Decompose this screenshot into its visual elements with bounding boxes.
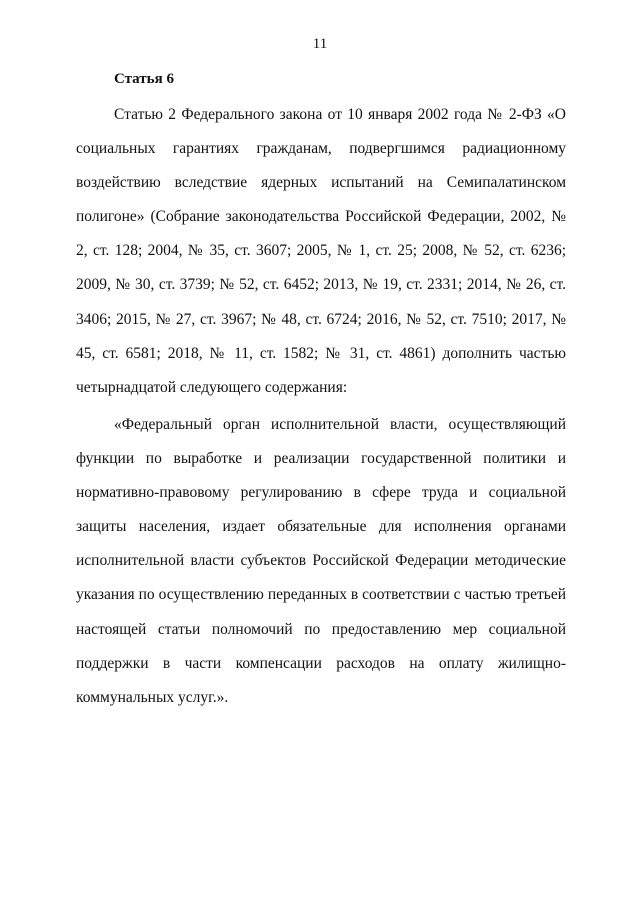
article-paragraph-2: «Федеральный орган исполнительной власти, осуществляющий функции по выработке и реализации государственной политики и нормативно-правовому регулированию в сфере труда и социальной защиты населения, издает обязательные для исполнения органами исполнительной власти субъектов Российской Федерации методические указания по осуществлению переданных в соответствии с частью третьей настоящей статьи полномочий по предоставлению мер социальной поддержки в части компенсации расходов на оплату жилищно-коммунальных услуг.». [76,416,566,706]
page-number: 11 [312,36,328,52]
article-paragraph-1: Статью 2 Федерального закона от 10 января 2002 года № 2-ФЗ «О социальных гарантиях гражданам, подвергшимся радиационному воздействию вследствие ядерных испытаний на Семипалатинском полигоне» (Собрание законодательства Российской Федерации, 2002, № 2, ст. 128; 2004, № 35, ст. 3607; 2005, № 1, ст. 25; 2008, № 52, ст. 6236; 2009, № 30, ст. 3739; № 52, ст. 6452; 2013, № 19, ст. 2331; 2014, № 26, ст. 3406; 2015, № 27, ст. 3967; № 48, ст. 6724; 2016, № 52, ст. 7510; 2017, № 45, ст. 6581; 2018, № 11, ст. 1582; № 31, ст. 4861) дополнить частью четырнадцатой следующего содержания: [76,106,566,396]
article-heading: Статья 6 [114,71,174,87]
